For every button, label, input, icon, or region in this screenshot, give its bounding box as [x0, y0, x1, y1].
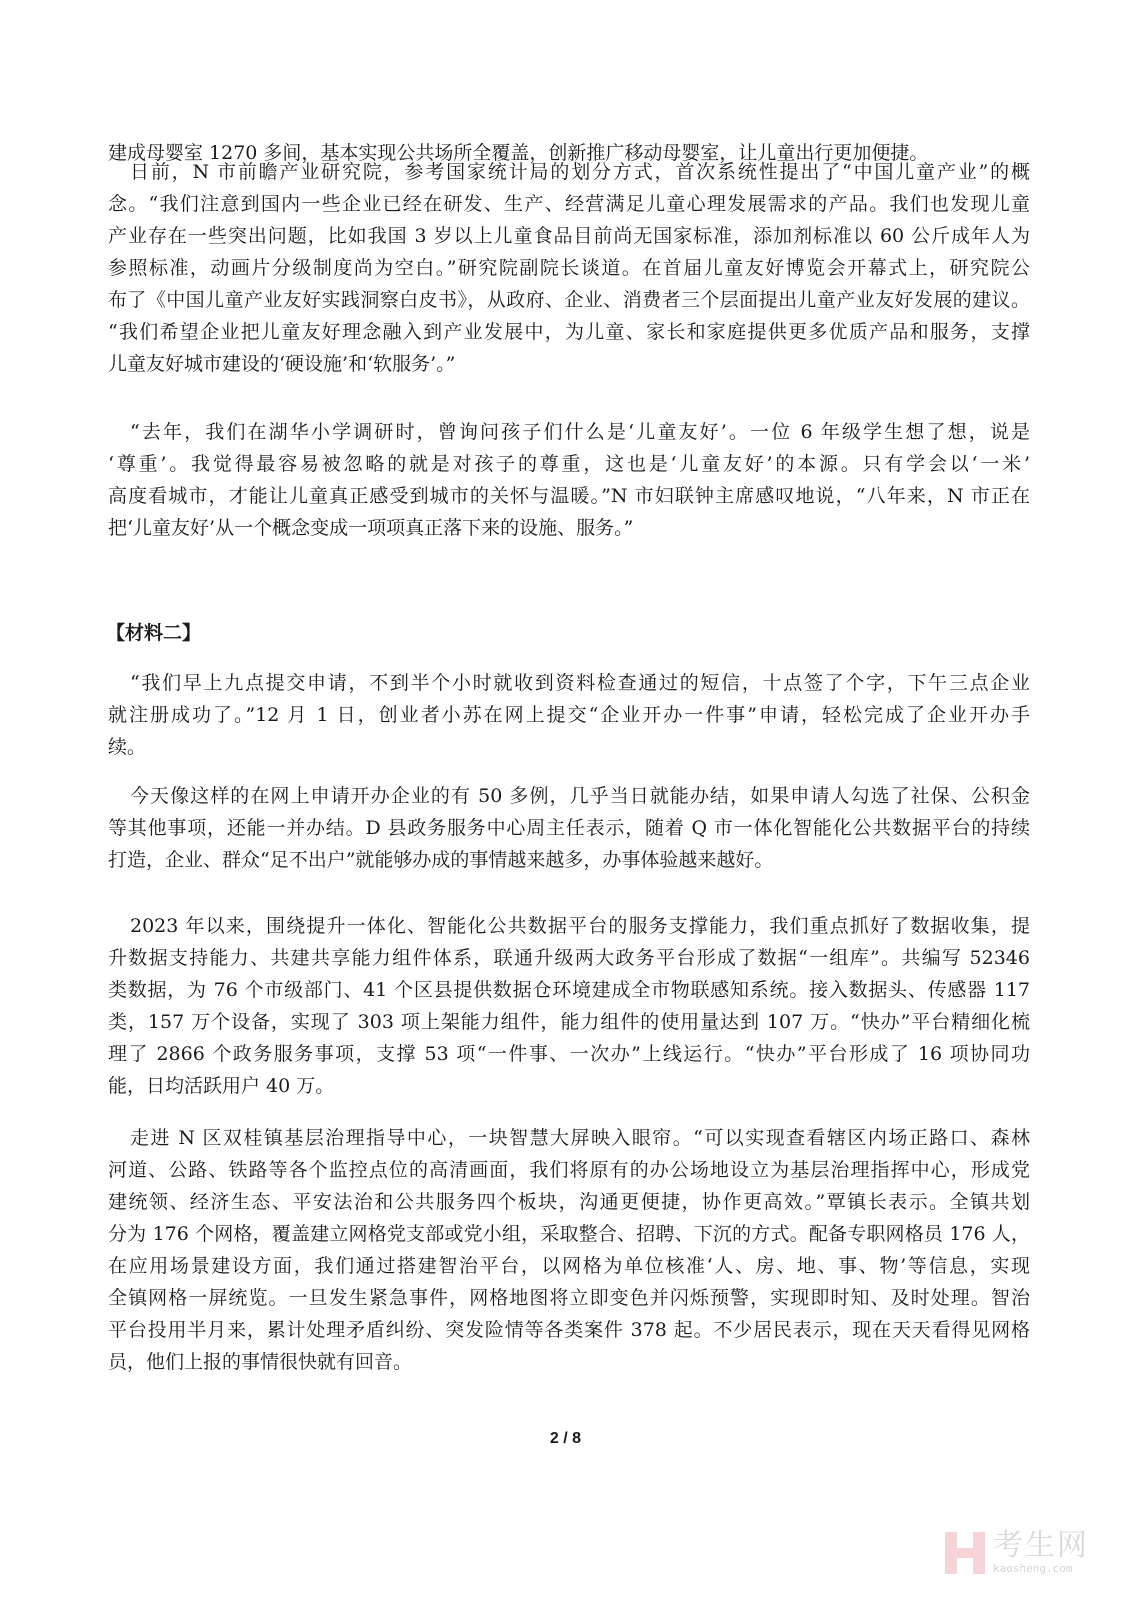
text-line: 河道、公路、铁路等各个监控点位的高清画面，我们将原有的办公场地设立为基层治理指挥中心，形成党	[108, 1159, 1030, 1181]
text-line: 类，157 万个设备，实现了 303 项上架能力组件，能力组件的使用量达到 107 万。“快办”平台精细化梳	[108, 1011, 1030, 1033]
text-line: 续。	[108, 736, 147, 758]
text-line: 2023 年以来，围绕提升一体化、智能化公共数据平台的服务支撑能力，我们重点抓好了数据收集，提	[130, 915, 1030, 937]
text-line: 儿童友好城市建设的‘硬设施’和‘软服务’。”	[108, 353, 456, 375]
watermark-logo-icon	[945, 1532, 985, 1574]
text-line: 能，日均活跃用户 40 万。	[108, 1075, 335, 1097]
watermark-name: 考生网	[993, 1528, 1089, 1563]
text-line: 就注册成功了。”12 月 1 日，创业者小苏在网上提交“企业开办一件事”申请，轻松完成了企业开办手	[108, 704, 1030, 726]
text-line: 理了 2866 个政务服务事项，支撑 53 项“一件事、一次办”上线运行。“快办”平台形成了 16 项协同功	[108, 1043, 1030, 1065]
text-line: 建统领、经济生态、平安法治和公共服务四个板块，沟通更便捷，协作更高效。”覃镇长表示。全镇共划	[108, 1191, 1030, 1213]
paragraph	[108, 1122, 1030, 1378]
text-line: 走进 N 区双桂镇基层治理指导中心，一块智慧大屏映入眼帘。“可以实现查看辖区内场正路口、森林	[130, 1127, 1030, 1149]
page-number: 2 / 8	[549, 1430, 582, 1447]
paragraph	[108, 156, 1030, 380]
text-line: 日前，N 市前瞻产业研究院，参考国家统计局的划分方式，首次系统性提出了“中国儿童产业”的概	[130, 161, 1030, 183]
text-line: 产业存在一些突出问题，比如我国 3 岁以上儿童食品目前尚无国家标准，添加剂标准以 60 公斤成年人为	[108, 225, 1030, 247]
text-line: ‘尊重’。我觉得最容易被忽略的就是对孩子的尊重，这也是‘儿童友好’的本源。只有学会以‘一米’	[108, 453, 1030, 475]
text-line: 高度看城市，才能让儿童真正感受到城市的关怀与温暖。”N 市妇联钟主席感叹地说，“八年来，N 市正在	[108, 485, 1030, 507]
text-line: 今天像这样的在网上申请开办企业的有 50 多例，几乎当日就能办结，如果申请人勾选了社保、公积金	[130, 785, 1030, 807]
text-line: 参照标准，动画片分级制度尚为空白。”研究院副院长谈道。在首届儿童友好博览会开幕式上，研究院公	[108, 257, 1030, 279]
text-line: 在应用场景建设方面，我们通过搭建智治平台，以网格为单位核准‘人、房、地、事、物’等信息，实现	[108, 1255, 1030, 1277]
text-line: “我们希望企业把儿童友好理念融入到产业发展中，为儿童、家长和家庭提供更多优质产品和服务，支撑	[108, 321, 1030, 343]
text-line: “我们早上九点提交申请，不到半个小时就收到资料检查通过的短信，十点签了个字，下午三点企业	[130, 672, 1030, 694]
watermark	[945, 1530, 1089, 1575]
text-line: 把‘儿童友好’从一个概念变成一项项真正落下来的设施、服务。”	[108, 517, 634, 539]
text-line: 全镇网格一屏统览。一旦发生紧急事件，网格地图将立即变色并闪烁预警，实现即时知、及时处理。智治	[108, 1287, 1030, 1309]
watermark-domain: kaosheng.com	[993, 1562, 1073, 1575]
text-line: 员，他们上报的事情很快就有回音。	[108, 1351, 413, 1373]
text-line: 分为 176 个网格，覆盖建立网格党支部或党小组，采取整合、招聘、下沉的方式。配备专职网格员 176 人，	[108, 1223, 1030, 1245]
text-line: 升数据支持能力、共建共享能力组件体系，联通升级两大政务平台形成了数据“一组库”。共编写 52346	[108, 947, 1030, 969]
text-line: 念。“我们注意到国内一些企业已经在研发、生产、经营满足儿童心理发展需求的产品。我们也发现儿童	[108, 193, 1030, 215]
text-line: 建成母婴室 1270 多间，基本实现公共场所全覆盖，创新推广移动母婴室，让儿童出行更加便捷。	[108, 142, 929, 164]
text-line: 平台投用半月来，累计处理矛盾纠纷、突发险情等各类案件 378 起。不少居民表示，现在天天看得见网格	[108, 1319, 1030, 1341]
paragraph	[108, 667, 1030, 763]
text-line: 布了《中国儿童产业友好实践洞察白皮书》，从政府、企业、消费者三个层面提出儿童产业友好发展的建议。	[108, 289, 1030, 311]
text-line: 等其他事项，还能一并办结。D 县政务服务中心周主任表示，随着 Q 市一体化智能化公共数据平台的持续	[108, 817, 1030, 839]
paragraph	[108, 780, 1030, 876]
text-line: 打造，企业、群众“足不出户”就能够办成的事情越来越多，办事体验越来越好。	[108, 849, 774, 871]
paragraph	[108, 910, 1030, 1102]
text-line: “去年，我们在湖华小学调研时，曾询问孩子们什么是‘儿童友好’。一位 6 年级学生想了想，说是	[130, 421, 1030, 443]
text-line: 类数据，为 76 个市级部门、41 个区县提供数据仓环境建成全市物联感知系统。接入数据头、传感器 117	[108, 979, 1030, 1001]
section-heading: 【材料二】	[106, 622, 202, 644]
paragraph	[108, 416, 1030, 544]
